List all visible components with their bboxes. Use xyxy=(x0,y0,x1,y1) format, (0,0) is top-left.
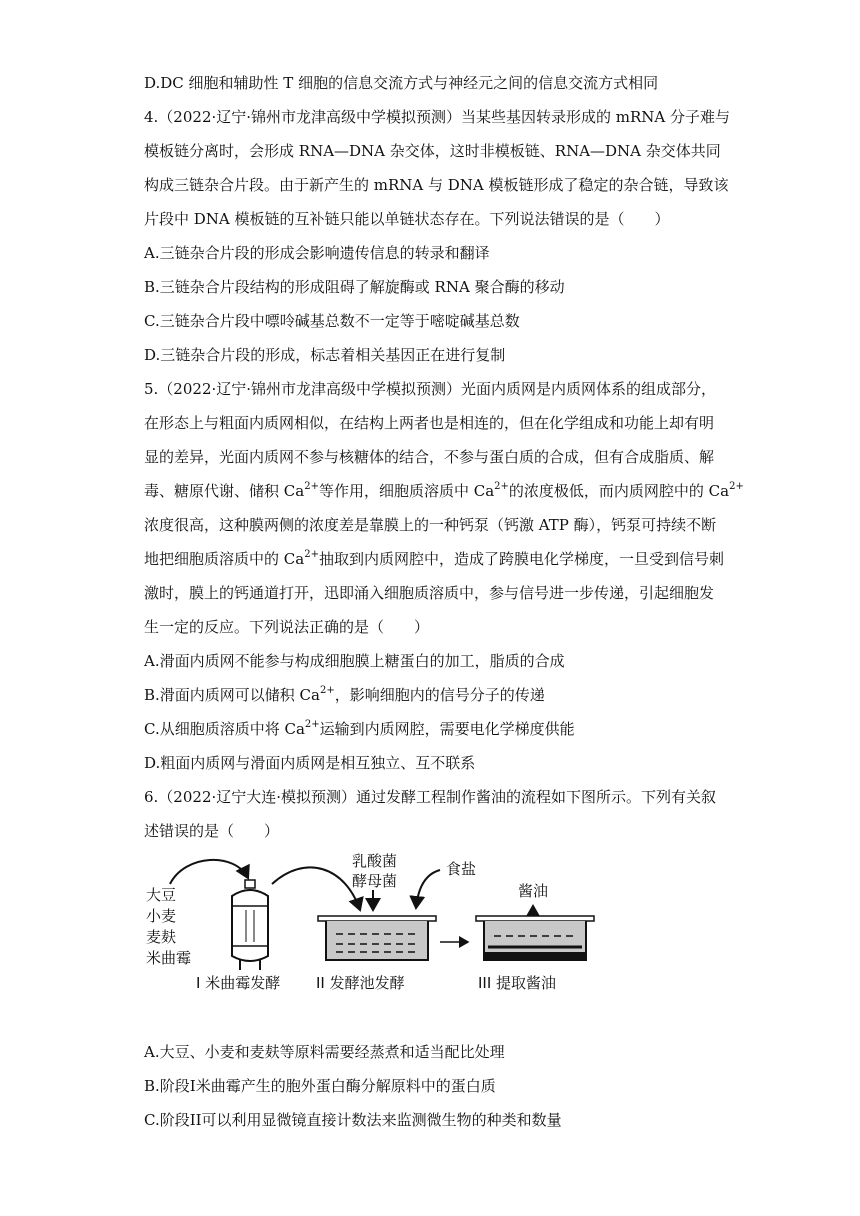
q6-option-c: C.阶段II可以利用显微镜直接计数法来监测微生物的种类和数量 xyxy=(144,1111,562,1129)
material-aspergillus: 米曲霉 xyxy=(146,949,192,967)
ca-charge: 2+ xyxy=(304,719,320,730)
q4-option-c: C.三链杂合片段中嘌呤碱基总数不一定等于嘧啶碱基总数 xyxy=(144,312,520,330)
q5-line-4-part-2: 等作用，细胞质溶质中 Ca xyxy=(318,482,495,500)
arrow-fermenter-to-pool xyxy=(272,867,360,910)
q5-stem-line-6 xyxy=(144,549,724,569)
q3-option-d: D.DC 细胞和辅助性 T 细胞的信息交流方式与神经元之间的信息交流方式相同 xyxy=(144,74,659,92)
q5-option-c-part-2: 运输到内质网腔，需要电化学梯度供能 xyxy=(319,720,575,738)
q5-option-b-part-2: ，影响细胞内的信号分子的传递 xyxy=(334,686,545,704)
q5-stem-line-1: 5.（2022·辽宁·锦州市龙津高级中学模拟预测）光面内质网是内质网体系的组成部分， xyxy=(144,380,717,398)
label-salt: 食盐 xyxy=(446,860,477,878)
q5-option-d: D.粗面内质网与滑面内质网是相互独立、互不联系 xyxy=(144,754,476,772)
arrow-salt-down xyxy=(416,870,440,908)
fermenter-tank-icon xyxy=(232,880,268,970)
ca-charge: 2+ xyxy=(319,685,335,696)
q5-option-b xyxy=(144,685,724,705)
q6-option-b: B.阶段I米曲霉产生的胞外蛋白酶分解原料中的蛋白质 xyxy=(144,1077,496,1095)
q4-stem-line-3: 构成三链杂合片段。由于新产生的 mRNA 与 DNA 模板链形成了稳定的杂合链，导致该 xyxy=(144,176,729,194)
q6-stem-line-2: 述错误的是（ ） xyxy=(144,822,280,840)
q6-option-a: A.大豆、小麦和麦麸等原料需要经蒸煮和适当配比处理 xyxy=(144,1043,505,1061)
fermentation-pool-icon xyxy=(318,916,436,960)
q5-line-6-part-2: 抽取到内质网腔中，造成了跨膜电化学梯度，一旦受到信号刺 xyxy=(318,550,724,568)
q5-option-b-part-1: B.滑面内质网可以储积 Ca xyxy=(144,686,320,704)
q5-stem-line-2: 在形态上与粗面内质网相似，在结构上两者也是相连的，但在化学组成和功能上却有明 xyxy=(144,414,715,432)
q5-stem-line-4 xyxy=(144,481,744,501)
q5-option-a: A.滑面内质网不能参与构成细胞膜上糖蛋白的加工，脂质的合成 xyxy=(144,652,565,670)
ca-charge: 2+ xyxy=(304,549,319,560)
q5-line-4-part-1: 毒、糖原代谢、储积 Ca xyxy=(144,482,305,500)
extraction-tank-icon xyxy=(476,916,594,960)
q4-stem-line-1: 4.（2022·辽宁·锦州市龙津高级中学模拟预测）当某些基因转录形成的 mRNA 分子难与 xyxy=(144,108,731,126)
stage-1-label: I 米曲霉发酵 xyxy=(196,974,281,992)
material-soybean: 大豆 xyxy=(146,886,177,904)
q5-stem-line-5: 浓度很高，这种膜两侧的浓度差是靠膜上的一种钙泵（钙激 ATP 酶），钙泵可持续不断 xyxy=(144,516,717,534)
q4-option-d: D.三链杂合片段的形成，标志着相关基因正在进行复制 xyxy=(144,346,506,364)
label-lactobacillus: 乳酸菌 xyxy=(352,852,398,870)
ca-charge: 2+ xyxy=(494,481,509,492)
material-bran: 麦麸 xyxy=(146,928,177,946)
q6-stem-line-1: 6.（2022·辽宁大连·模拟预测）通过发酵工程制作酱油的流程如下图所示。下列有关叙 xyxy=(144,788,717,806)
q5-line-4-part-3: 的浓度极低，而内质网腔中的 Ca xyxy=(508,482,730,500)
ca-charge: 2+ xyxy=(729,481,744,492)
arrow-materials-to-fermenter xyxy=(170,860,248,884)
q4-option-a: A.三链杂合片段的形成会影响遗传信息的转录和翻译 xyxy=(144,244,490,262)
q4-stem-line-2: 模板链分离时，会形成 RNA—DNA 杂交体，这时非模板链、RNA—DNA 杂交体共同 xyxy=(144,142,721,160)
stage-3-label: III 提取酱油 xyxy=(478,974,557,992)
q5-stem-line-7: 激时，膜上的钙通道打开，迅即涌入细胞质溶质中，参与信号进一步传递，引起细胞发 xyxy=(144,584,715,602)
q5-option-c-part-1: C.从细胞质溶质中将 Ca xyxy=(144,720,305,738)
soy-sauce-process-diagram xyxy=(140,848,600,998)
stage-2-label: II 发酵池发酵 xyxy=(316,974,405,992)
q4-option-b: B.三链杂合片段结构的形成阻碍了解旋酶或 RNA 聚合酶的移动 xyxy=(144,278,565,296)
material-wheat: 小麦 xyxy=(146,907,177,925)
q5-option-c xyxy=(144,719,724,739)
q5-stem-line-3: 显的差异，光面内质网不参与核糖体的结合，不参与蛋白质的合成，但有合成脂质、解 xyxy=(144,448,715,466)
ca-charge: 2+ xyxy=(304,481,319,492)
label-yeast: 酵母菌 xyxy=(352,872,398,890)
q4-stem-line-4: 片段中 DNA 模板链的互补链只能以单链状态存在。下列说法错误的是（ ） xyxy=(144,210,670,228)
q5-line-6-part-1: 地把细胞质溶质中的 Ca xyxy=(144,550,305,568)
q5-stem-line-8: 生一定的反应。下列说法正确的是（ ） xyxy=(144,618,430,636)
label-soy-sauce: 酱油 xyxy=(518,882,549,900)
